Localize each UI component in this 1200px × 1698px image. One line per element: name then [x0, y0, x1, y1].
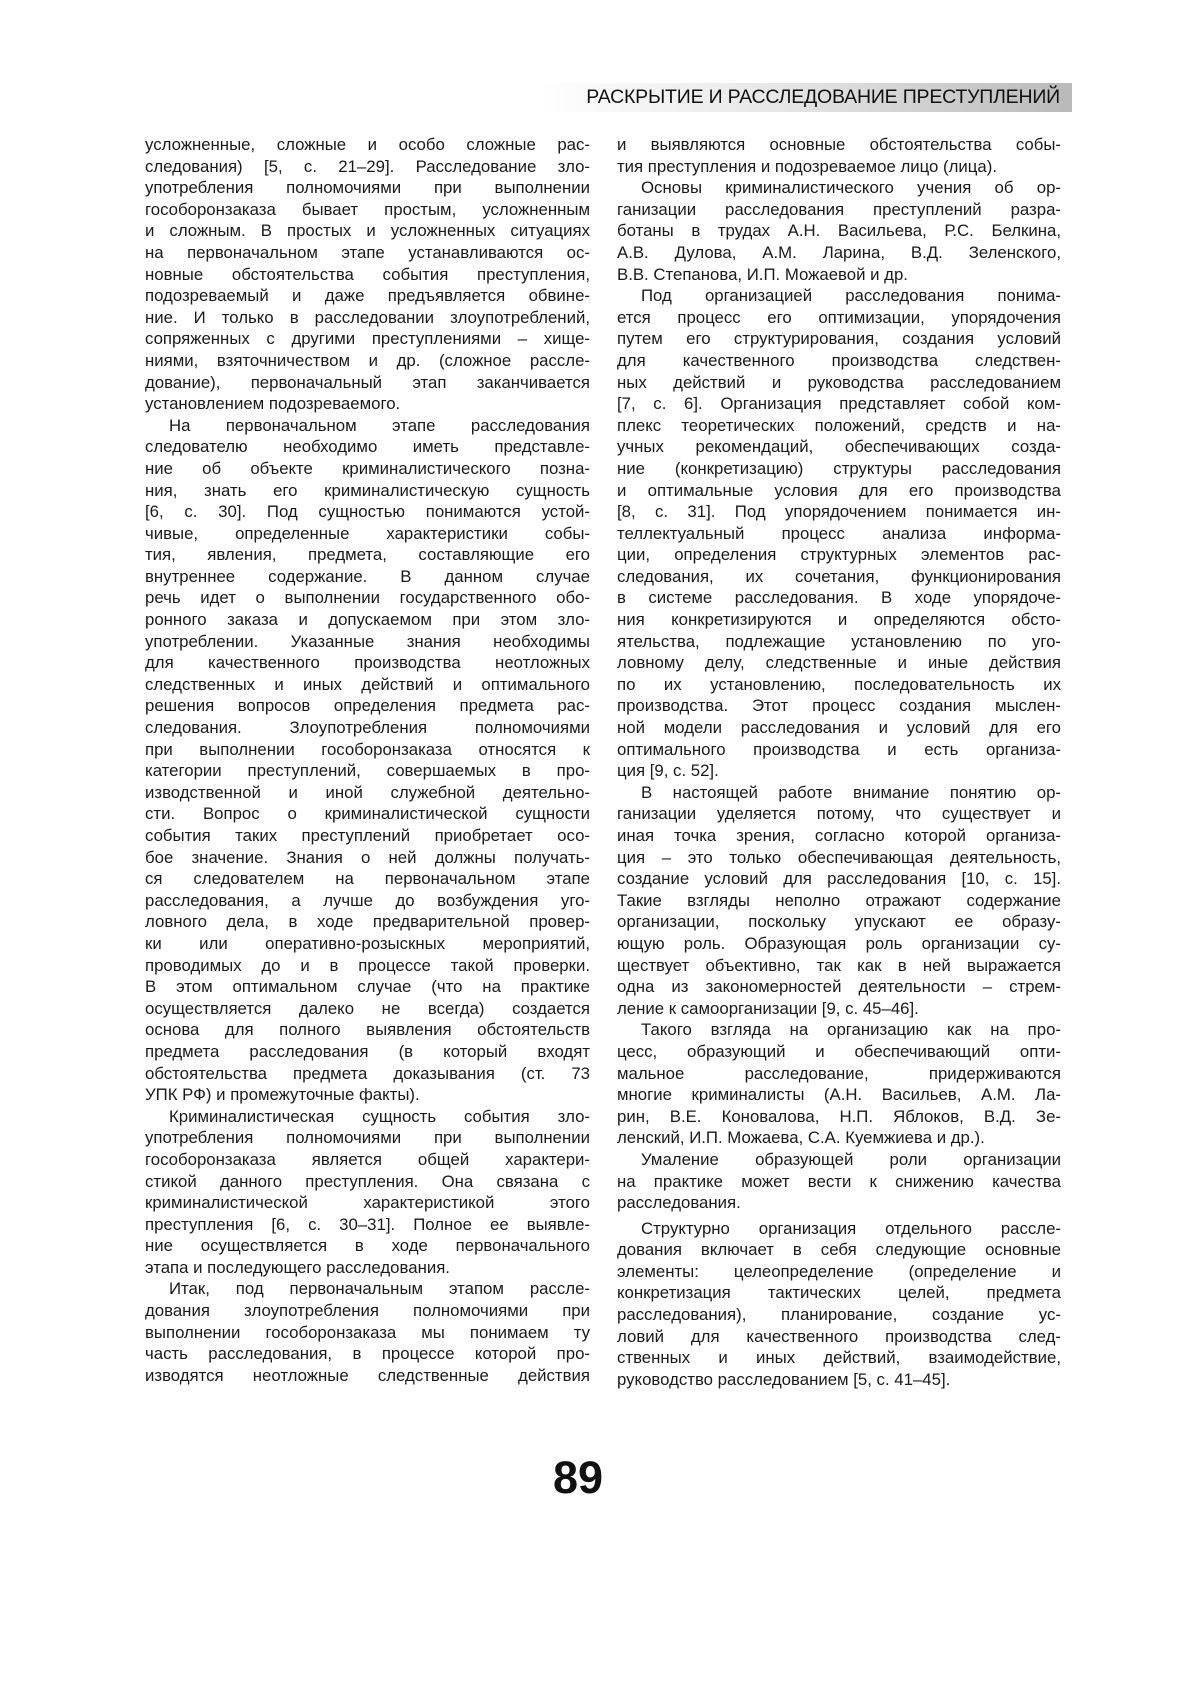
paragraph [617, 1019, 1061, 1149]
text-line: и сложным. В простых и усложненных ситуациях [145, 220, 590, 242]
text-line: ных действий и руководства расследованием [617, 372, 1061, 394]
paragraph [145, 134, 590, 415]
text-line: теллектуальный процесс анализа информа- [617, 523, 1061, 545]
text-line: ществует объективно, так как в ней выражается [617, 955, 1061, 977]
text-line: сопряженных с другими преступлениями – хище- [145, 328, 590, 350]
text-line: ной модели расследования и условий для его [617, 717, 1061, 739]
text-line: учных рекомендаций, обеспечивающих созда- [617, 436, 1061, 458]
text-column-right [617, 134, 1061, 1390]
text-line: и оптимальные условия для его производства [617, 480, 1061, 502]
text-line: многие криминалисты (А.Н. Васильев, А.М. Ла- [617, 1084, 1061, 1106]
text-line: на первоначальном этапе устанавливаются ос- [145, 242, 590, 264]
text-line: ленский, И.П. Можаева, С.А. Куемжиева и др.). [617, 1127, 1061, 1149]
text-line: организации, поскольку упускают ее образу- [617, 911, 1061, 933]
text-line: бое значение. Знания о ней должны получать- [145, 847, 590, 869]
text-line: дования злоупотребления полномочиями при [145, 1300, 590, 1322]
paragraph [617, 782, 1061, 1020]
text-line: ющую роль. Образующая роль организации су- [617, 933, 1061, 955]
text-line: Такого взгляда на организацию как на про- [617, 1019, 1061, 1041]
text-line: подозреваемый и даже предъявляется обвине- [145, 285, 590, 307]
text-line: В настоящей работе внимание понятию ор- [617, 782, 1061, 804]
text-line: чивые, определенные характеристики собы- [145, 523, 590, 545]
text-line: преступления [6, с. 30–31]. Полное ее выявле- [145, 1214, 590, 1236]
text-line: сти. Вопрос о криминалистической сущности [145, 803, 590, 825]
text-line: обстоятельства предмета доказывания (ст. 73 [145, 1063, 590, 1085]
text-line: Под организацией расследования понима- [617, 285, 1061, 307]
text-line: конкретизация тактических целей, предмета [617, 1282, 1061, 1304]
text-line: ется процесс его оптимизации, упорядочения [617, 307, 1061, 329]
text-line: этапа и последующего расследования. [145, 1257, 590, 1279]
text-line: употреблении. Указанные знания необходимы [145, 631, 590, 653]
text-line: употребления полномочиями при выполнении [145, 1127, 590, 1149]
text-line: в системе расследования. В ходе упорядоче- [617, 587, 1061, 609]
text-line: новные обстоятельства события преступления, [145, 264, 590, 286]
text-line: ция – это только обеспечивающая деятельность, [617, 847, 1061, 869]
page-number: 89 [553, 1452, 603, 1503]
text-line: расследования, а лучше до возбуждения уго- [145, 890, 590, 912]
text-line: ние об объекте криминалистического позна- [145, 458, 590, 480]
text-line: УПК РФ) и промежуточные факты). [145, 1084, 590, 1106]
text-line: тия, явления, предмета, составляющие его [145, 544, 590, 566]
text-line: установлением подозреваемого. [145, 393, 590, 415]
text-line: предмета расследования (в который входят [145, 1041, 590, 1063]
text-line: мальное расследование, придерживаются [617, 1063, 1061, 1085]
page-number-container [0, 1452, 1200, 1504]
text-line: расследования), планирование, создание ус- [617, 1304, 1061, 1326]
text-line: На первоначальном этапе расследования [145, 415, 590, 437]
text-line: ния, знать его криминалистическую сущность [145, 480, 590, 502]
text-line: ловного дела, в ходе предварительной провер- [145, 911, 590, 933]
text-line: ции, определения структурных элементов рас- [617, 544, 1061, 566]
running-header-title: РАСКРЫТИЕ И РАССЛЕДОВАНИЕ ПРЕСТУПЛЕНИЙ [586, 86, 1060, 109]
text-line: путем его структурирования, создания условий [617, 328, 1061, 350]
text-line: ловий для качественного производства след- [617, 1326, 1061, 1348]
text-line: гособоронзаказа является общей характери- [145, 1149, 590, 1171]
text-line: Умаление образующей роли организации [617, 1149, 1061, 1171]
text-line: [7, с. 6]. Организация представляет собой ком- [617, 393, 1061, 415]
text-line: и выявляются основные обстоятельства собы- [617, 134, 1061, 156]
text-line: изводственной и иной служебной деятельно- [145, 782, 590, 804]
text-line: ятельства, подлежащие установлению по уго- [617, 631, 1061, 653]
text-line: ся следователем на первоначальном этапе [145, 868, 590, 890]
paragraph [145, 415, 590, 1106]
text-line: для качественного производства следствен- [617, 350, 1061, 372]
text-line: В этом оптимальном случае (что на практике [145, 976, 590, 998]
paragraph [145, 1278, 590, 1386]
paragraph [617, 134, 1061, 177]
text-line: Основы криминалистического учения об ор- [617, 177, 1061, 199]
text-line: плекс теоретических положений, средств и на- [617, 415, 1061, 437]
paragraph [145, 1106, 590, 1279]
text-line: следственных и иных действий и оптимального [145, 674, 590, 696]
text-line: [8, с. 31]. Под упорядочением понимается ин- [617, 501, 1061, 523]
text-line: внутреннее содержание. В данном случае [145, 566, 590, 588]
text-line: ния конкретизируются и определяются обсто- [617, 609, 1061, 631]
text-line: ние. И только в расследовании злоупотреблений, [145, 307, 590, 329]
text-line: оптимального производства и есть организа- [617, 739, 1061, 761]
text-line: ганизации расследования преступлений разра- [617, 199, 1061, 221]
text-line: ция [9, с. 52]. [617, 760, 1061, 782]
text-line: Структурно организация отдельного рассле- [617, 1218, 1061, 1240]
text-line: цесс, образующий и обеспечивающий опти- [617, 1041, 1061, 1063]
text-line: ние (конкретизацию) структуры расследования [617, 458, 1061, 480]
text-line: Итак, под первоначальным этапом рассле- [145, 1278, 590, 1300]
text-line: криминалистической характеристикой этого [145, 1192, 590, 1214]
text-line: ние осуществляется в ходе первоначального [145, 1235, 590, 1257]
text-line: речь идет о выполнении государственного обо- [145, 587, 590, 609]
paragraph [617, 285, 1061, 782]
paragraph [617, 1218, 1061, 1391]
text-line: категории преступлений, совершаемых в про- [145, 760, 590, 782]
text-line: ганизации уделяется потому, что существует и [617, 803, 1061, 825]
text-line: ронного заказа и допускаемом при этом зло- [145, 609, 590, 631]
text-line: создание условий для расследования [10, с. 15]. [617, 868, 1061, 890]
text-line: проводимых до и в процессе такой проверки. [145, 955, 590, 977]
text-line: дование), первоначальный этап заканчивается [145, 372, 590, 394]
text-line: рин, В.Е. Коновалова, Н.П. Яблоков, В.Д. Зе- [617, 1106, 1061, 1128]
text-line: стикой данного преступления. Она связана с [145, 1171, 590, 1193]
text-line: ление к самоорганизации [9, с. 45–46]. [617, 998, 1061, 1020]
text-line: события таких преступлений приобретает осо- [145, 825, 590, 847]
text-line: расследования. [617, 1192, 1061, 1214]
paragraph [617, 177, 1061, 285]
text-line: ки или оперативно-розыскных мероприятий, [145, 933, 590, 955]
text-line: изводятся неотложные следственные действия [145, 1365, 590, 1387]
text-line: следования, их сочетания, функционирования [617, 566, 1061, 588]
text-line: руководство расследованием [5, с. 41–45]. [617, 1369, 1061, 1391]
text-line: Такие взгляды неполно отражают содержание [617, 890, 1061, 912]
text-line: выполнении гособоронзаказа мы понимаем ту [145, 1322, 590, 1344]
text-line: дования включает в себя следующие основные [617, 1239, 1061, 1261]
text-line: ловному делу, следственные и иные действия [617, 652, 1061, 674]
text-line: тия преступления и подозреваемое лицо (лица). [617, 156, 1061, 178]
text-line: осуществляется далеко не всегда) создается [145, 998, 590, 1020]
text-line: Криминалистическая сущность события зло- [145, 1106, 590, 1128]
text-line: следователю необходимо иметь представле- [145, 436, 590, 458]
paragraph [617, 1149, 1061, 1214]
text-line: на практике может вести к снижению качества [617, 1171, 1061, 1193]
text-line: следования) [5, с. 21–29]. Расследование зло- [145, 156, 590, 178]
text-line: ботаны в трудах А.Н. Васильева, Р.С. Белкина, [617, 220, 1061, 242]
text-line: ниями, взяточничеством и др. (сложное рассле- [145, 350, 590, 372]
text-line: часть расследования, в процессе которой про- [145, 1343, 590, 1365]
text-line: употребления полномочиями при выполнении [145, 177, 590, 199]
text-line: усложненные, сложные и особо сложные рас- [145, 134, 590, 156]
text-line: гособоронзаказа бывает простым, усложненным [145, 199, 590, 221]
text-line: основа для полного выявления обстоятельств [145, 1019, 590, 1041]
text-line: следования. Злоупотребления полномочиями [145, 717, 590, 739]
text-line: ственных и иных действий, взаимодействие, [617, 1347, 1061, 1369]
text-line: по их установлению, последовательность их [617, 674, 1061, 696]
text-column-left [145, 134, 590, 1386]
text-line: элементы: целеопределение (определение и [617, 1261, 1061, 1283]
text-line: для качественного производства неотложных [145, 652, 590, 674]
text-line: иная точка зрения, согласно которой организа- [617, 825, 1061, 847]
text-line: одна из закономерностей деятельности – стрем- [617, 976, 1061, 998]
text-line: А.В. Дулова, А.М. Ларина, В.Д. Зеленского, [617, 242, 1061, 264]
text-line: решения вопросов определения предмета рас- [145, 695, 590, 717]
text-line: [6, с. 30]. Под сущностью понимаются устой- [145, 501, 590, 523]
text-line: производства. Этот процесс создания мыслен- [617, 695, 1061, 717]
text-line: при выполнении гособоронзаказа относятся к [145, 739, 590, 761]
text-line: В.В. Степанова, И.П. Можаевой и др. [617, 264, 1061, 286]
